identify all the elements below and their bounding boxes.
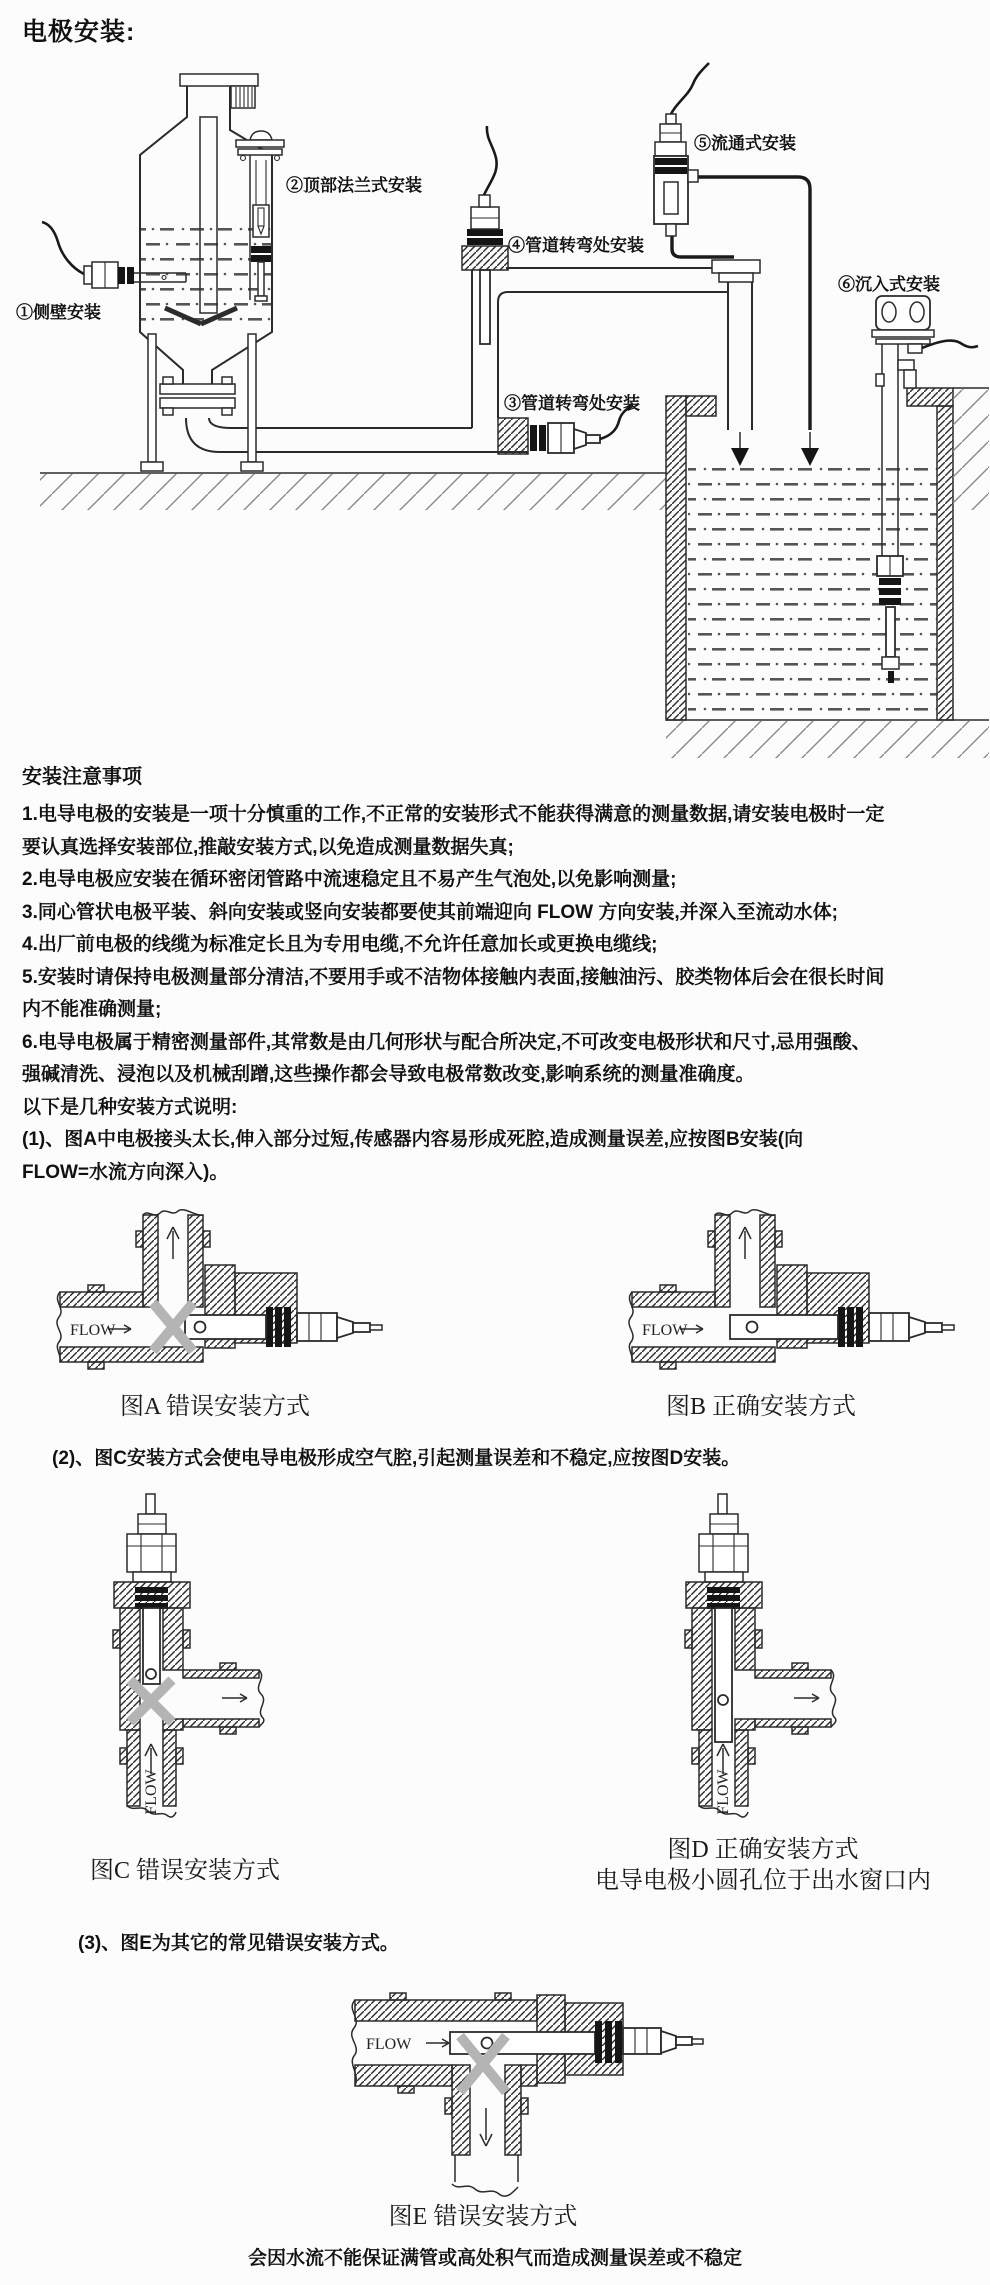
item-2-text: (2)、图C安装方式会使电导电极形成空气腔,引起测量误差和不稳定,应按图D安装。: [52, 1448, 741, 1469]
figure-d-correct-install: [685, 1494, 836, 1817]
figure-a-caption: 图A 错误安装方式: [120, 1394, 311, 1420]
figure-e-caption: 图E 错误安装方式: [388, 2204, 578, 2230]
note-line: (1)、图A中电极接头太长,伸入部分过短,传感器内容易形成死腔,造成测量误差,应按图B安装(向: [22, 1129, 804, 1150]
agitator-motor: [231, 86, 255, 108]
label-4-pipe-bend: ④管道转弯处安装: [508, 236, 644, 255]
figure-e-wrong-install: [352, 1993, 703, 2196]
note-line: 要认真选择安装部位,推敲安装方式,以免造成测量数据失真;: [22, 836, 514, 858]
figure-c-caption: 图C 错误安装方式: [90, 1858, 281, 1884]
flow-label: FLOW: [366, 2036, 412, 2053]
note-line: FLOW=水流方向深入)。: [22, 1161, 229, 1183]
tank-liquid: [141, 228, 272, 324]
tank: [140, 74, 528, 471]
note-line: 4.出厂前电极的线缆为标准定长且为专用电缆,不允许任意加长或更换电缆线;: [22, 934, 658, 955]
figure-b-caption: 图B 正确安装方式: [666, 1394, 857, 1420]
figure-d-caption-line2: 电导电极小圆孔位于出水窗口内: [595, 1868, 931, 1894]
footer-note: 会因水流不能保证满管或高处积气而造成测量误差或不稳定: [247, 2248, 742, 2269]
notes-heading: 安装注意事项: [22, 766, 142, 788]
note-line: 5.安装时请保持电极测量部分清洁,不要用手或不洁物体接触内表面,接触油污、胶类物体后会在很长时间: [22, 966, 885, 988]
note-line: 1.电导电极的安装是一项十分慎重的工作,不正常的安装形式不能获得满意的测量数据,请安装电极时一定: [22, 804, 885, 825]
figure-b-correct-install: [629, 1210, 954, 1369]
label-5-flow-cell: ⑤流通式安装: [694, 134, 796, 153]
label-1-side-wall: ①侧壁安装: [16, 303, 101, 322]
figure-c-wrong-install: [113, 1494, 264, 1817]
note-line: 2.电导电极应安装在循环密闭管路中流速稳定且不易产生气泡处,以免影响测量;: [22, 869, 677, 890]
page-title: 电极安装:: [22, 18, 136, 46]
page-drawing: FLOW ①侧壁安装 ②顶部法兰式安装 ③管道转弯处安装 ④管道转弯处安装 ⑤流通式安装 ⑥沉入式安装 FLOW: [0, 0, 990, 2285]
item-3-text: (3)、图E为其它的常见错误安装方式。: [78, 1933, 399, 1954]
installation-notes: [22, 760, 972, 1189]
tank-leg: [248, 334, 256, 462]
note-line: 强碱清洗、浸泡以及机械刮蹭,这些操作都会导致电极常数改变,影响系统的测量准确度。: [22, 1064, 755, 1085]
electrode-4-pipe-bend: [462, 126, 508, 344]
note-line: 3.同心管状电极平装、斜向安装或竖向安装都要使其前端迎向 FLOW 方向安装,并深入至流动水体;: [22, 901, 838, 923]
label-2-top-flange: ②顶部法兰式安装: [286, 176, 422, 195]
electrode-3-pipe-bend: [498, 406, 633, 454]
label-6-submersion: ⑥沉入式安装: [838, 275, 940, 294]
electrode-5-flow-cell: [654, 63, 810, 430]
note-line: 以下是几种安装方式说明:: [22, 1096, 238, 1118]
figure-d-caption-line1: 图D 正确安装方式: [667, 1837, 859, 1863]
main-installation-diagram: [16, 63, 989, 758]
figure-d-caption: [580, 1835, 946, 1897]
figure-a-wrong-install: [57, 1210, 382, 1369]
tank-leg: [148, 334, 156, 462]
note-line: 6.电导电极属于精密测量部件,其常数是由几何形状与配合所决定,不可改变电极形状和尺寸,忌用强酸、: [22, 1031, 871, 1053]
note-line: 内不能准确测量;: [22, 999, 162, 1020]
label-3-pipe-bend: ③管道转弯处安装: [504, 394, 640, 413]
